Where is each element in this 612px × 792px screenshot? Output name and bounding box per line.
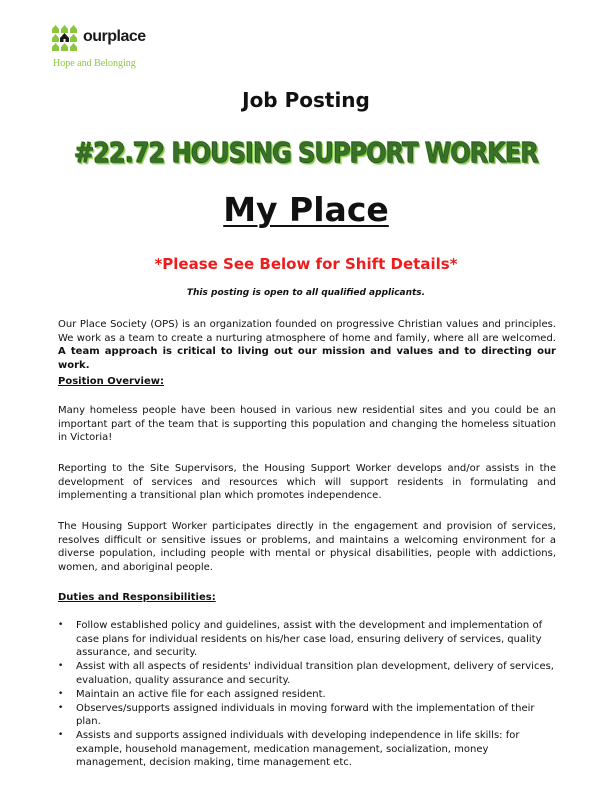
open-applicants-note: This posting is open to all qualified applicants. [186, 288, 426, 298]
shift-details-note: *Please See Below for Shift Details* [154, 255, 458, 273]
intro-text: Our Place Society (OPS) is an organization founded on progressive Christian values and principles. We work as a team to create a nurturing atmosphere of home and family, where all are welcomed. [58, 319, 556, 344]
bullet-icon: • [58, 730, 64, 740]
job-posting-heading: Job Posting [242, 88, 370, 112]
intro-bold-text: A team approach is critical to living out our mission and values and to directing our work. [58, 346, 556, 371]
duty-text: Assist with all aspects of residents' individual transition plan development, delivery of services, evaluation, quality assurance and security. [76, 661, 554, 686]
logo-tagline: Hope and Belonging [53, 58, 136, 69]
place-heading: My Place [223, 190, 389, 229]
houses-icon [52, 24, 82, 51]
intro-paragraph [58, 318, 556, 372]
list-item [58, 702, 556, 729]
duty-text: Follow established policy and guidelines, assist with the development and implementation of case plans for individual residents on his/her case load, ensuring delivery of services, quality assurance, and security. [76, 620, 543, 658]
list-item [58, 729, 556, 770]
bullet-icon: • [58, 702, 64, 713]
list-item [58, 619, 556, 660]
posting-title: #22.72 HOUSING SUPPORT WORKER [74, 136, 538, 169]
duties-list [58, 619, 556, 770]
list-item [58, 688, 556, 702]
ourplace-logo [52, 24, 192, 74]
overview-paragraph: Many homeless people have been housed in various new residential sites and you could be an important part of the team that is supporting this population and changing the homeless situation in Victoria! [58, 405, 556, 443]
bullet-icon: • [58, 661, 64, 671]
bullet-icon: • [58, 688, 64, 699]
overview-paragraph: The Housing Support Worker participates directly in the engagement and provision of services, resolves difficult or sensitive issues or problems, and maintains a welcoming environment for a diverse population, including people with mental or physical disabilities, people with addictions, women, and aboriginal people. [58, 521, 556, 573]
duty-text: Observes/supports assigned individuals in moving forward with the implementation of their plan. [76, 702, 535, 727]
duty-text: Assists and supports assigned individuals with developing independence in life skills: for example, household management, medication management, socialization, money management, decision making, time management etc. [76, 730, 520, 768]
logo-wordmark: ourplace [83, 28, 146, 45]
list-item [58, 660, 556, 687]
duty-text: Maintain an active file for each assigned resident. [76, 688, 326, 700]
position-overview-heading: Position Overview: [58, 376, 164, 387]
overview-paragraph: Reporting to the Site Supervisors, the Housing Support Worker develops and/or assists in the development of services and resources which will support residents in formulating and implementing a transitional plan which promotes independence. [58, 463, 556, 501]
duties-heading: Duties and Responsibilities: [58, 592, 216, 603]
bullet-icon: • [58, 620, 64, 630]
